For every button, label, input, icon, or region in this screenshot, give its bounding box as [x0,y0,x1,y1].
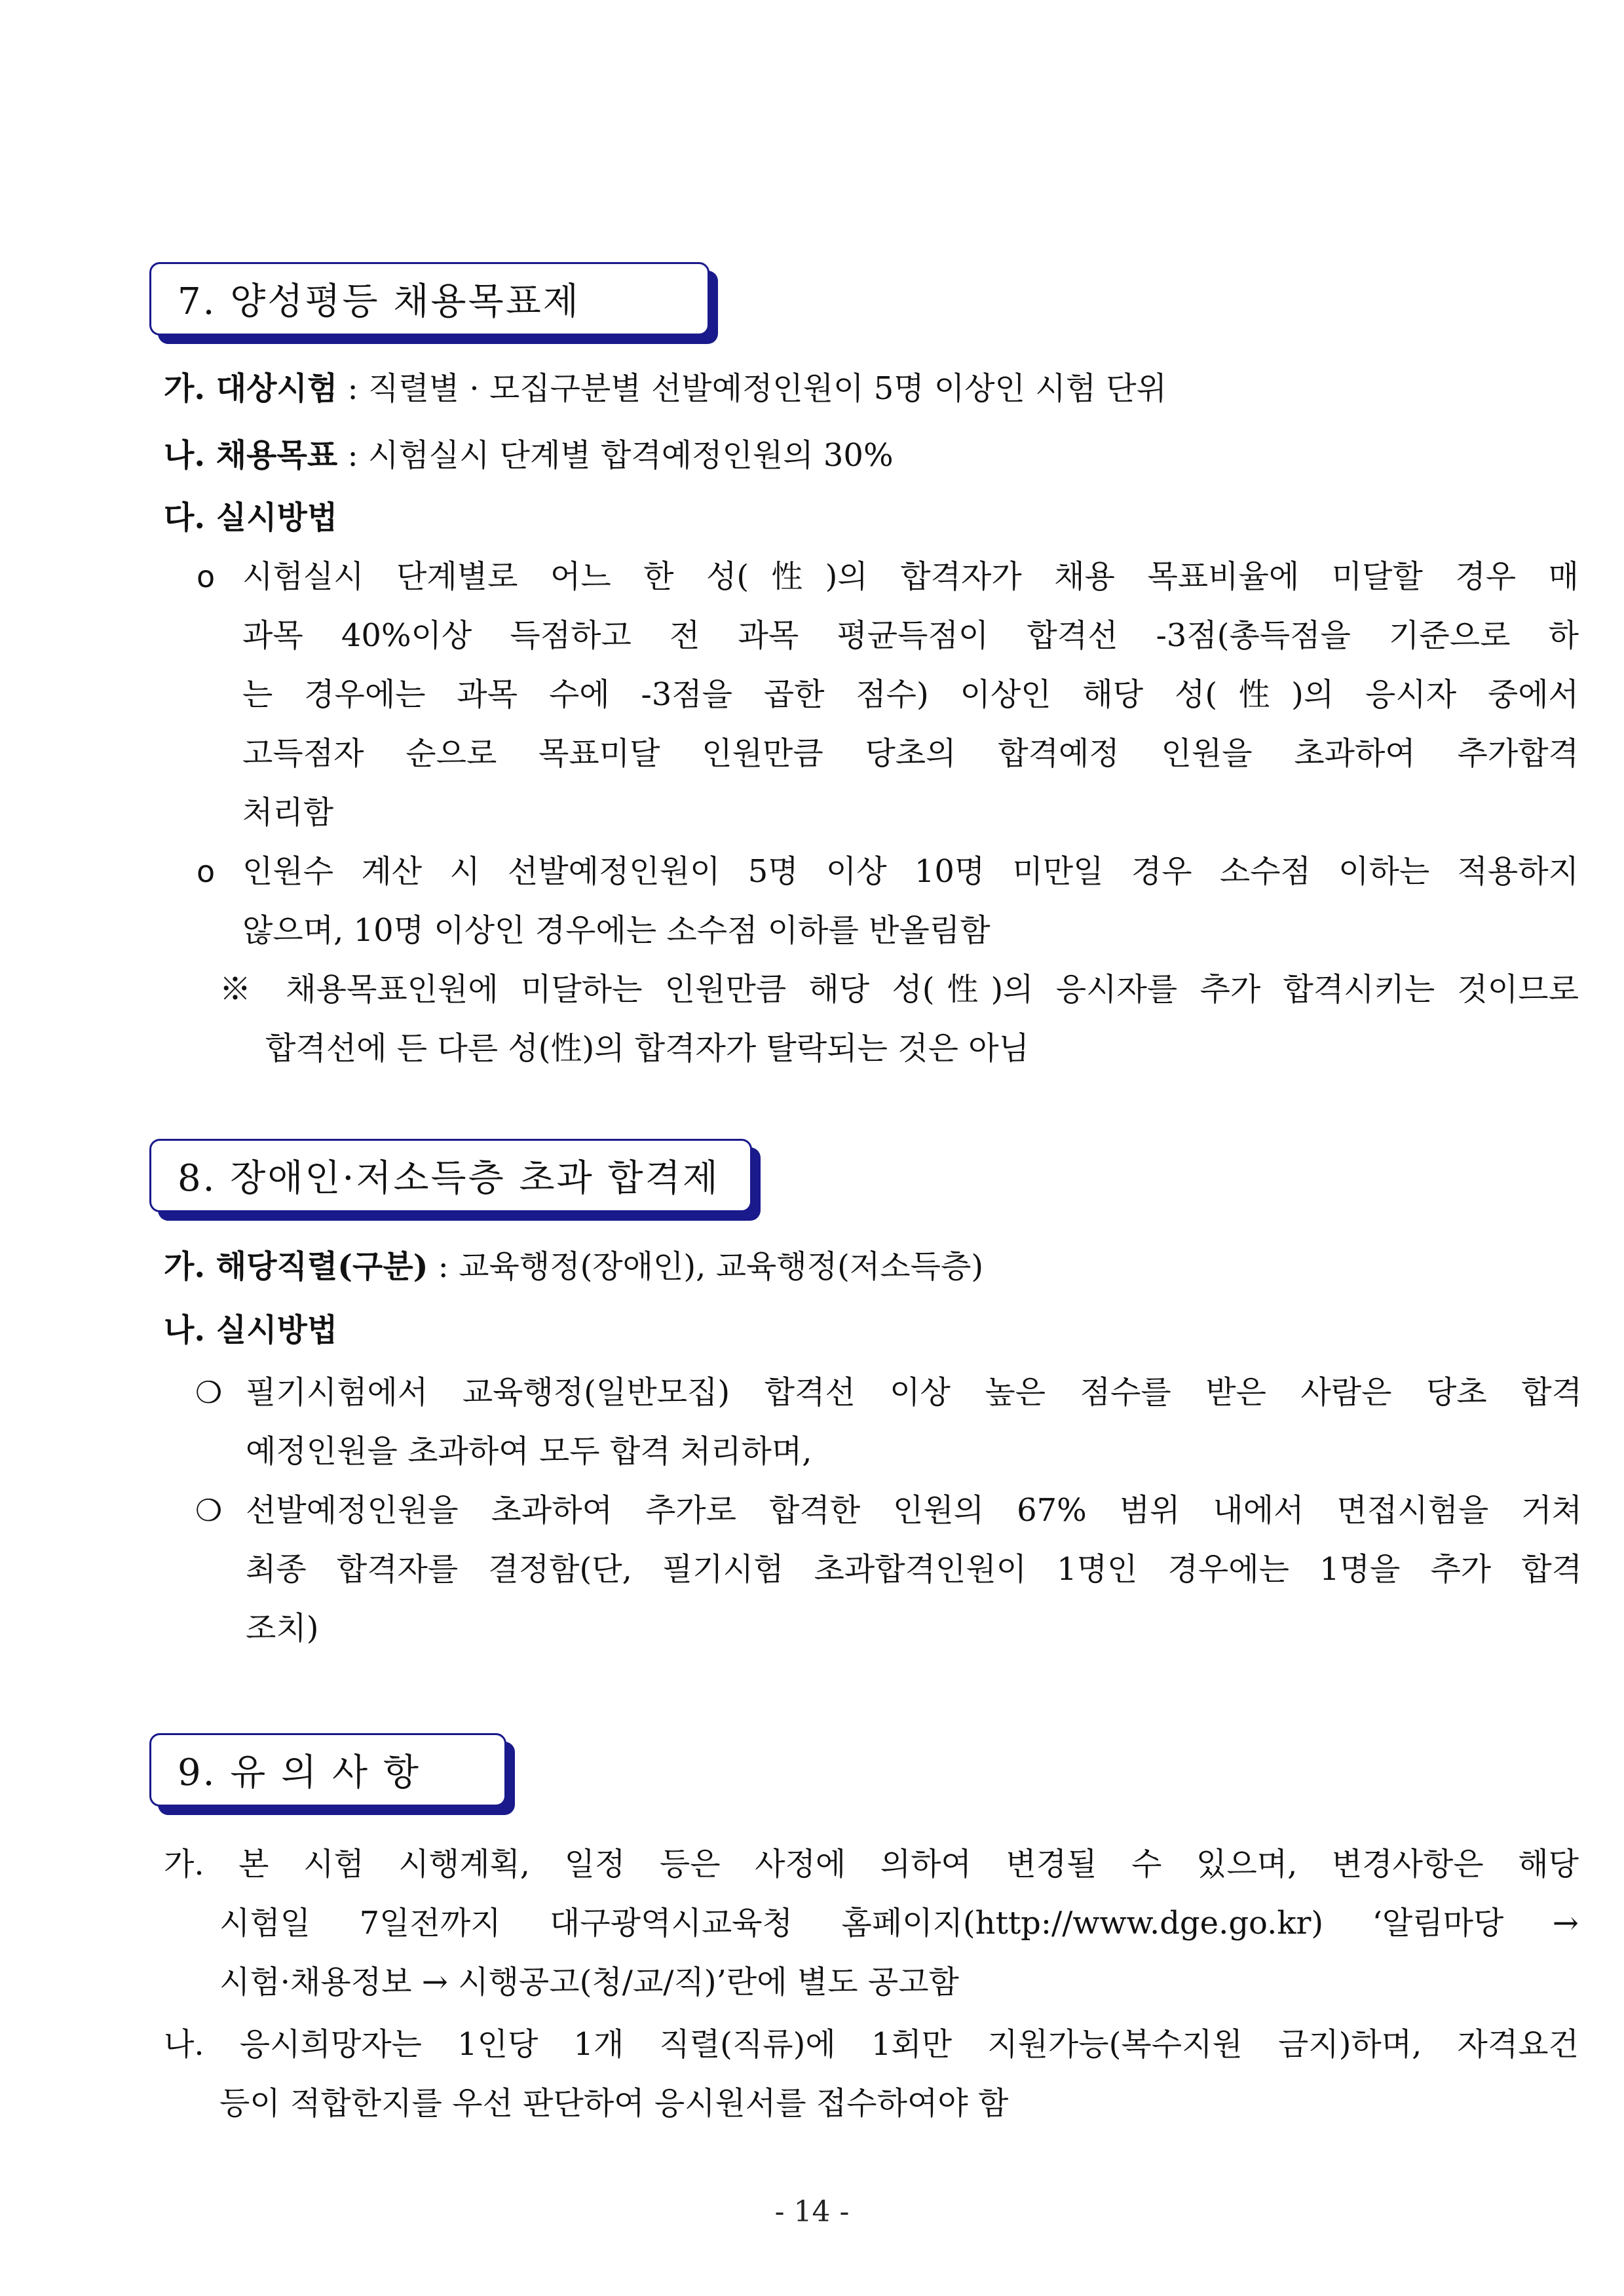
sec7-na-label: 나. 채용목표 [164,437,338,474]
bullet-marker: ❍ [195,1493,223,1528]
sec7-b1-line: 는 경우에는 과목 수에 -3점을 곱한 점수) 이상인 해당 성(性)의 응시자 중에서 [242,676,1579,713]
sec9-na-line: 나. 응시희망자는 1인당 1개 직렬(직류)에 1회만 지원가능(복수지원 금지)하며, 자격요건 [164,2026,1579,2063]
section-7-heading [149,262,709,335]
section-8-title: 8. 장애인·저소득층 초과 합격제 [178,1157,720,1200]
sec7-item-ga [164,359,1167,418]
sec8-item-ga [164,1237,983,1296]
sec8-ga-label: 가. 해당직렬(구분) [164,1248,428,1285]
sec8-b1-line: 필기시험에서 교육행정(일반모집) 합격선 이상 높은 점수를 받은 사람은 당초 합격 [246,1374,1582,1411]
bullet-marker: o [197,854,216,889]
sec9-ga-line: 시험일 7일전까지 대구광역시교육청 홈페이지(http://www.dge.go.kr) ‘알림마당 → [219,1905,1579,1942]
sec8-b2-line: 조치) [246,1610,319,1647]
bullet-marker: ❍ [195,1375,223,1410]
sec7-b1-line: 과목 40%이상 득점하고 전 과목 평균득점이 합격선 -3점(총득점을 기준으로 하 [242,617,1579,654]
section-9-heading [149,1733,506,1807]
sec7-b2-line: 않으며, 10명 이상인 경우에는 소수점 이하를 반올림함 [242,912,991,949]
sec9-ga-line: 시험·채용정보 → 시행공고(청/교/직)’란에 별도 공고함 [219,1964,959,2000]
sec7-na-text: : 시험실시 단계별 합격예정인원의 30% [337,437,894,474]
sec9-na-line: 등이 적합한지를 우선 판단하여 응시원서를 접수하여야 함 [219,2085,1009,2122]
sec8-b1-line: 예정인원을 초과하여 모두 합격 처리하며, [246,1433,812,1470]
sec7-b2-line: 인원수 계산 시 선발예정인원이 5명 이상 10명 미만일 경우 소수점 이하는 적용하지 [242,853,1579,890]
sec7-note-line: 합격선에 든 다른 성(性)의 합격자가 탈락되는 것은 아님 [265,1030,1029,1067]
sec7-b1-line: 고득점자 순으로 목표미달 인원만큼 당초의 합격예정 인원을 초과하여 추가합격 [242,735,1579,772]
sec7-ga-label: 가. 대상시험 [164,370,338,407]
sec9-ga-line: 가. 본 시험 시행계획, 일정 등은 사정에 의하여 변경될 수 있으며, 변경사항은 해당 [164,1846,1579,1883]
sec7-b1-line: 처리함 [242,794,334,831]
sec7-b1-line: 시험실시 단계별로 어느 한 성(性)의 합격자가 채용 목표비율에 미달할 경우 매 [242,558,1579,595]
section-9-title: 9. 유 의 사 항 [178,1751,421,1794]
bullet-marker: o [197,559,216,594]
page-number: - 14 - [774,2195,850,2229]
sec8-b2-line: 최종 합격자를 결정함(단, 필기시험 초과합격인원이 1명인 경우에는 1명을 추가 합격 [246,1551,1582,1588]
section-8-heading [149,1139,752,1212]
sec7-da-label: 다. 실시방법 [164,499,338,536]
sec8-na-label: 나. 실시방법 [164,1312,338,1349]
sec8-b2-line: 선발예정인원을 초과하여 추가로 합격한 인원의 67% 범위 내에서 면접시험을 거쳐 [246,1492,1582,1529]
sec8-ga-text: : 교육행정(장애인), 교육행정(저소득층) [428,1248,984,1285]
sec7-item-na [164,426,894,485]
section-7-title: 7. 양성평등 채용목표제 [178,280,580,323]
sec7-ga-text: : 직렬별 · 모집구분별 선발예정인원이 5명 이상인 시험 단위 [337,370,1167,407]
sec7-note-line: ※ 채용목표인원에 미달하는 인원만큼 해당 성(性)의 응시자를 추가 합격시키는 것이므로 [219,971,1579,1008]
